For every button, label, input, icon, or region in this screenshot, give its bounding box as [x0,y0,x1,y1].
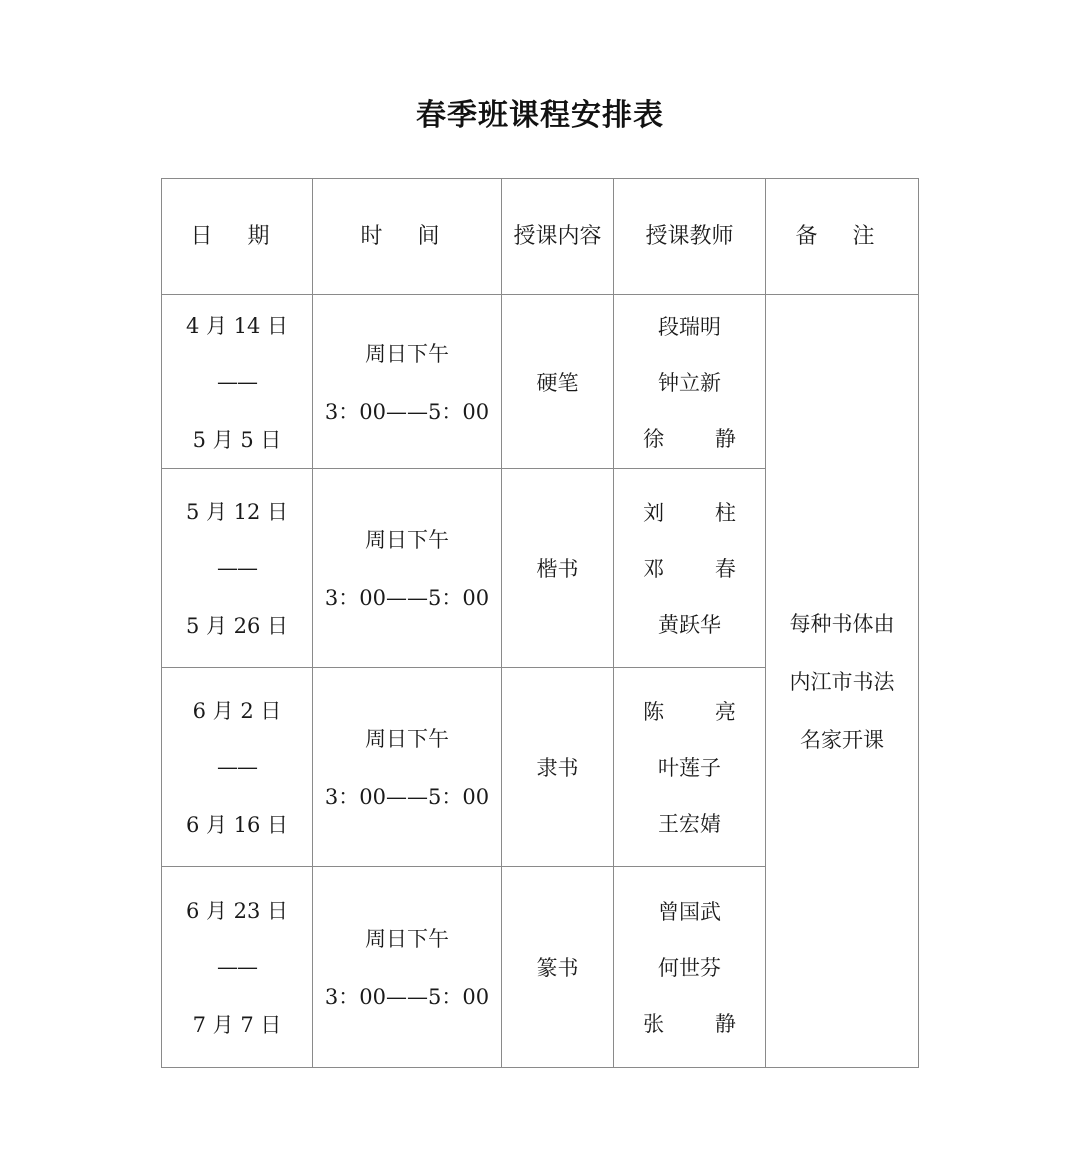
cell-date [162,295,313,469]
page-title: 春季班课程安排表 [416,99,664,132]
teacher-name: 黄跃华 [658,613,721,637]
cell-time [313,668,502,867]
header-label-date: 日 期 [190,223,284,249]
header-cell-content [502,179,614,295]
time-day: 周日下午 [365,927,449,951]
time-range: 3：00——5：00 [324,586,490,610]
cell-teacher [614,867,766,1068]
cell-teacher [614,295,766,469]
table-row [162,295,919,469]
teacher-name: 钟立新 [658,370,721,395]
header-cell-time [313,179,502,295]
teacher-name: 陈 亮 [643,700,758,724]
teacher-name: 段瑞明 [658,314,721,339]
course-schedule-table [161,178,919,1068]
cell-date [162,867,313,1068]
time-range: 3：00——5：00 [324,399,490,424]
date-end: 6 月 16 日 [185,813,289,837]
cell-time [313,295,502,469]
cell-content [502,867,614,1068]
teacher-name: 刘 柱 [643,501,758,525]
header-cell-remark [766,179,919,295]
header-cell-teacher [614,179,766,295]
content-label: 硬笔 [536,370,579,395]
content-label: 楷书 [536,557,579,581]
remark-line: 每种书体由 [789,612,895,636]
table-header-row [162,179,919,295]
cell-content [502,668,614,867]
teacher-name: 叶莲子 [658,756,721,780]
date-dash: —— [217,369,257,394]
cell-time [313,469,502,668]
remark-line: 内江市书法 [789,670,895,694]
date-end: 5 月 26 日 [185,614,289,638]
date-end: 5 月 5 日 [192,427,282,452]
date-start: 6 月 2 日 [192,699,282,723]
time-day: 周日下午 [365,341,449,366]
date-dash: —— [217,755,257,779]
header-label-teacher: 授课教师 [645,223,734,249]
header-cell-date [162,179,313,295]
time-range: 3：00——5：00 [324,785,490,809]
time-day: 周日下午 [365,528,449,552]
teacher-name: 张 静 [643,1012,758,1036]
teacher-name: 邓 春 [643,557,758,581]
content-label: 篆书 [536,956,579,980]
date-start: 4 月 14 日 [185,313,289,338]
date-dash: —— [217,556,257,580]
cell-teacher [614,668,766,867]
teacher-name: 曾国武 [658,900,721,924]
header-label-content: 授课内容 [513,223,602,249]
cell-time [313,867,502,1068]
date-start: 6 月 23 日 [185,899,289,923]
date-end: 7 月 7 日 [192,1013,282,1037]
cell-date [162,469,313,668]
time-range: 3：00——5：00 [324,985,490,1009]
cell-teacher [614,469,766,668]
teacher-name: 王宏婧 [658,812,721,836]
teacher-name: 何世芬 [658,956,721,980]
cell-remark [766,295,919,1068]
content-label: 隶书 [536,756,579,780]
header-label-remark: 备 注 [795,223,889,249]
teacher-name: 徐 静 [643,426,758,451]
remark-line: 名家开课 [800,728,884,752]
cell-content [502,295,614,469]
date-dash: —— [217,955,257,979]
cell-date [162,668,313,867]
header-label-time: 时 间 [360,223,454,249]
time-day: 周日下午 [365,727,449,751]
date-start: 5 月 12 日 [185,500,289,524]
cell-content [502,469,614,668]
